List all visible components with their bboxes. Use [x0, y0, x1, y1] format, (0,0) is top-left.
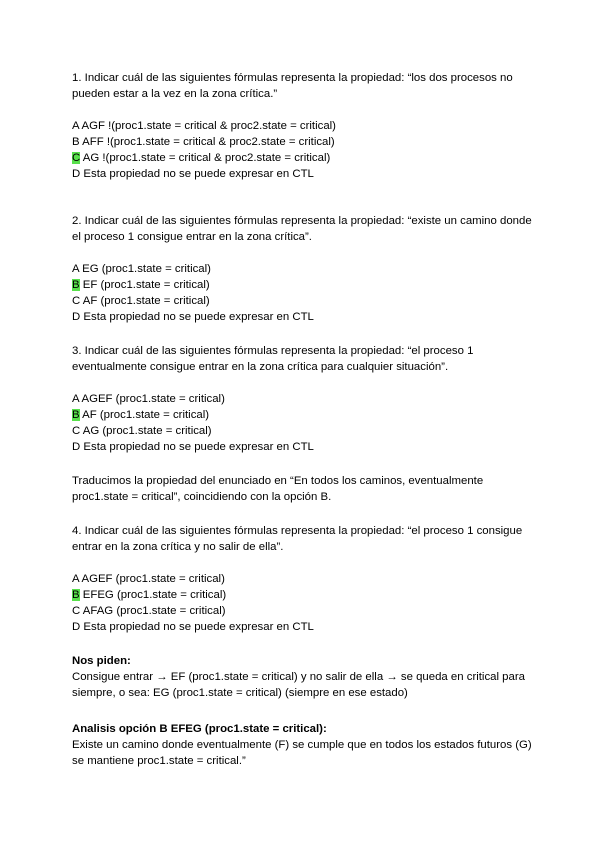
document-page	[72, 70, 542, 769]
option-text: Esta propiedad no se puede expresar en CTL	[80, 621, 314, 633]
question-4-option-c	[72, 603, 542, 619]
option-letter-highlighted: C	[72, 152, 81, 164]
analisis-text: Existe un camino donde eventualmente (F) se cumple que en todos los estados futuros (G) se mantiene proc1.state = critical.”	[72, 739, 532, 767]
question-3-option-c	[72, 423, 542, 439]
option-text: AGEF (proc1.state = critical)	[78, 573, 225, 585]
spacer	[72, 325, 542, 343]
nos-piden-heading: Nos piden:	[72, 655, 131, 667]
option-letter-highlighted: B	[72, 279, 80, 291]
question-2-option-d	[72, 309, 542, 325]
option-text: AGEF (proc1.state = critical)	[78, 393, 225, 405]
spacer	[72, 455, 542, 473]
option-letter: A	[72, 573, 79, 585]
question-1-option-b	[72, 134, 542, 150]
option-text: EFEG (proc1.state = critical)	[79, 589, 227, 601]
question-3-option-a	[72, 391, 542, 407]
question-2-option-a	[72, 261, 542, 277]
option-text: AG !(proc1.state = critical & proc2.state = critical)	[80, 152, 331, 164]
option-letter: A	[72, 120, 79, 132]
nos-piden-text: Consigue entrar → EF (proc1.state = critical) y no salir de ella → se queda en critical para siempre, o sea: EG (proc1.state = critical) (siempre en ese estado)	[72, 671, 525, 699]
option-letter: C	[72, 605, 81, 617]
question-4-text: 4. Indicar cuál de las siguientes fórmulas representa la propiedad: “el proceso 1 consigue entrar en la zona crítica y no salir de ella”.	[72, 525, 523, 553]
option-letter-highlighted: B	[72, 589, 80, 601]
question-2-options	[72, 261, 542, 325]
option-text: Esta propiedad no se puede expresar en CTL	[80, 168, 314, 180]
option-text: AF (proc1.state = critical)	[79, 409, 210, 421]
question-3-options	[72, 391, 542, 455]
spacer	[72, 635, 542, 653]
option-letter: C	[72, 295, 81, 307]
spacer	[72, 505, 542, 523]
question-1-text: 1. Indicar cuál de las siguientes fórmulas representa la propiedad: “los dos procesos no pueden estar a la vez en la zona crítica.”	[72, 72, 513, 100]
option-text: Esta propiedad no se puede expresar en CTL	[80, 441, 314, 453]
question-2-option-b	[72, 277, 542, 293]
option-letter: B	[72, 136, 80, 148]
option-text: AGF !(proc1.state = critical & proc2.state = critical)	[78, 120, 336, 132]
question-1-option-a	[72, 118, 542, 134]
question-4-option-b	[72, 587, 542, 603]
question-4-option-d	[72, 619, 542, 635]
option-text: EF (proc1.state = critical)	[79, 279, 210, 291]
question-2-option-c	[72, 293, 542, 309]
question-4-option-a	[72, 571, 542, 587]
option-letter: C	[72, 425, 81, 437]
option-letter: A	[72, 263, 79, 275]
question-1-options	[72, 118, 542, 182]
analisis-heading: Analisis opción B EFEG (proc1.state = critical):	[72, 723, 327, 735]
option-letter-highlighted: B	[72, 409, 80, 421]
option-letter: D	[72, 311, 81, 323]
option-text: AFAG (proc1.state = critical)	[80, 605, 226, 617]
question-1-option-d	[72, 166, 542, 182]
option-text: Esta propiedad no se puede expresar en CTL	[80, 311, 314, 323]
question-2-text: 2. Indicar cuál de las siguientes fórmulas representa la propiedad: “existe un camino donde el proceso 1 consigue entrar en la zona crítica”.	[72, 215, 532, 243]
option-text: EG (proc1.state = critical)	[78, 263, 211, 275]
option-letter: D	[72, 441, 81, 453]
option-letter: D	[72, 621, 81, 633]
spacer	[72, 701, 542, 721]
question-1-option-c	[72, 150, 542, 166]
option-letter: D	[72, 168, 81, 180]
question-4-options	[72, 571, 542, 635]
question-3-option-d	[72, 439, 542, 455]
question-3-note: Traducimos la propiedad del enunciado en “En todos los caminos, eventualmente proc1.state = critical”, coincidiendo con la opción B.	[72, 475, 484, 503]
option-text: AF (proc1.state = critical)	[80, 295, 210, 307]
option-text: AFF !(proc1.state = critical & proc2.state = critical)	[79, 136, 335, 148]
option-letter: A	[72, 393, 79, 405]
option-text: AG (proc1.state = critical)	[80, 425, 212, 437]
spacer	[72, 182, 542, 213]
question-3-option-b	[72, 407, 542, 423]
question-3-text: 3. Indicar cuál de las siguientes fórmulas representa la propiedad: “el proceso 1 eventualmente consigue entrar en la zona crítica para cualquier situación”.	[72, 345, 474, 373]
